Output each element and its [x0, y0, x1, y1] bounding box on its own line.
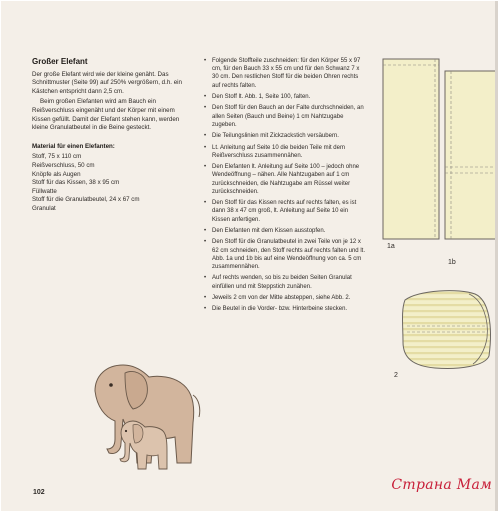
material-item: Stoff für das Kissen, 38 x 95 cm — [32, 179, 120, 187]
elephant-illustration — [63, 351, 213, 476]
material-item: Stoff für die Granulatbeutel, 24 x 67 cm — [32, 196, 140, 204]
materials-list — [32, 153, 192, 213]
instruction-step: • Den Stoff für das Kissen rechts auf rechts falten, es ist dann 38 x 47 cm groß, lt. Anleitung auf Seite 10 ein Kissen anfertigen. — [204, 199, 366, 224]
instruction-step: • Den Stoff lt. Abb. 1, Seite 100, falten. — [204, 93, 366, 101]
material-item: Füllwatte — [32, 187, 57, 195]
instruction-step: • Den Elefanten lt. Anleitung auf Seite 100 – jedoch ohne Wendeöffnung – nähen. Alle Nahtzugaben auf 1 cm zurückschneiden, die Nahtzugabe am Rüssel weiter zurückschneiden. — [204, 163, 366, 196]
description-text: Beim großen Elefanten wird am Bauch ein Reißverschluss eingenäht und der Körper mit einem Kissen gefüllt. Damit der Elefant stehen kann, werden kleine Granulatbeutel in die Beine gesteckt. — [32, 98, 180, 132]
figure-1a-strip — [383, 59, 439, 239]
figure-label-1b: 1b — [448, 259, 456, 266]
material-item: Knöpfe als Augen — [32, 170, 81, 178]
instruction-step: • Die Teilungslinien mit Zickzackstich versäubern. — [204, 132, 366, 140]
materials-heading: Material für einen Elefanten: — [32, 142, 115, 150]
section-title: Großer Elefant — [32, 57, 88, 66]
material-item: Reißverschluss, 50 cm — [32, 161, 95, 169]
book-page — [1, 1, 498, 511]
instructions-column — [204, 57, 366, 317]
figure-2-granule-bag — [399, 286, 495, 372]
instruction-step: • Den Stoff für die Granulatbeutel in zwei Teile von je 12 x 62 cm schneiden, den Stoff rechts auf rechts falten und lt. Abb. 1a und 1b bis auf eine Wendeöffnung von ca. 5 cm zusammennähen. — [204, 238, 366, 271]
instruction-list — [204, 57, 366, 314]
intro-text: Der große Elefant wird wie der kleine genäht. Das Schnittmuster (Seite 99) auf 250% vergrößern, d.h. ein Kästchen entspricht dann 2,5 cm. — [32, 70, 182, 95]
instruction-step: • Folgende Stoffteile zuschneiden: für den Körper 55 x 97 cm, für den Bauch 33 x 55 cm und für den Schwanz 7 x 30 cm. Den restlichen Stoff für die beiden Ohren rechts auf rechts falten. — [204, 57, 366, 90]
material-item: Stoff, 75 x 110 cm — [32, 153, 82, 161]
figure-label-1a: 1a — [387, 243, 395, 250]
left-column — [32, 58, 192, 214]
instruction-step: • Die Beutel in die Vorder- bzw. Hinterbeine stecken. — [204, 305, 366, 313]
material-item: Granulat — [32, 204, 56, 212]
instruction-step: • Jeweils 2 cm von der Mitte absteppen, siehe Abb. 2. — [204, 294, 366, 302]
page-spine-shadow — [495, 1, 498, 511]
instruction-step: • Auf rechts wenden, so bis zu beiden Seiten Granulat einfüllen und mit Steppstich zunähen. — [204, 274, 366, 290]
instruction-step: • Den Stoff für den Bauch an der Falte durchschneiden, an allen Seiten (Bauch und Beine) 1 cm Nahtzugabe zugeben. — [204, 104, 366, 129]
instruction-step: • Den Elefanten mit dem Kissen ausstopfen. — [204, 227, 366, 235]
figure-1b-strip — [445, 71, 497, 239]
instruction-step: • Lt. Anleitung auf Seite 10 die beiden Teile mit dem Reißverschluss zusammennähen. — [204, 144, 366, 160]
site-watermark: Страна Мам — [391, 477, 492, 493]
page-number: 102 — [33, 489, 45, 496]
figure-label-2: 2 — [394, 372, 398, 379]
figure-1-fabric-strips — [377, 49, 497, 249]
